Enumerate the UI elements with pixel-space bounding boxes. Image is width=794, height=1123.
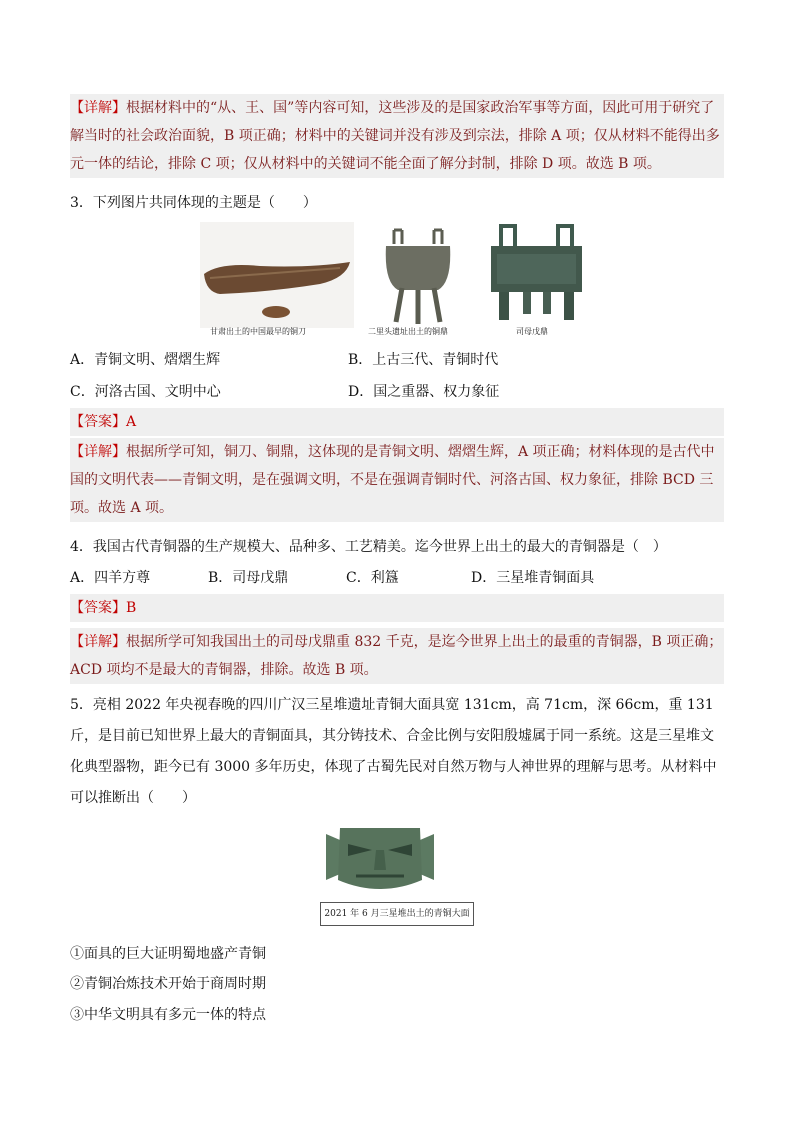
q4-detail-tag: 【详解】 [70,634,126,650]
q4-answer [70,594,724,622]
q2-detail-text: 根据材料中的“从、王、国”等内容可知，这些涉及的是国家政治军事等方面，因此可用于研究了解当时的社会政治面貌，B 项正确；材料中的关键词并没有涉及到宗法，排除 A 项；仅从材料不能得出多元一体的结论，排除 C 项；仅从材料中的关键词不能全面了解分封制，排除 D 项。故选 B 项。 [70,100,720,172]
q3-stem: 3．下列图片共同体现的主题是（ ） [70,195,317,211]
q5-statement-2: ②青铜冶炼技术开始于商周时期 [70,976,266,992]
q3-answer-tag: 【答案】 [70,414,126,430]
q3-detail [70,438,724,522]
q3-caption-3: 司母戊鼎 [516,327,548,336]
q2-detail-tag: 【详解】 [70,100,126,116]
q3-answer [70,408,724,436]
q5-stem: 5．亮相 2022 年央视春晚的四川广汉三星堆遗址青铜大面具宽 131cm，高 71cm，深 66cm，重 131 斤，是目前已知世界上最大的青铜面具，其分铸技术、合金比例与安阳殷墟属于同一系统。这是三星堆文化典型器物，距今已有 3000 多年历史，体现了古蜀先民对自然万物与人神世界的理解与思考。从材料中可以推断出（ ） [70,697,717,806]
simuwu-ding-icon [479,222,594,328]
q5-statement-1: ①面具的巨大证明蜀地盛产青铜 [70,946,266,962]
q4-option-d: D．三星堆青铜面具 [471,570,595,586]
q3-detail-tag: 【详解】 [70,444,126,460]
q4-answer-value: B [126,600,137,616]
q3-image-ding-1 [372,222,464,328]
q3-option-c: C．河洛古国、文明中心 [70,384,221,400]
q4-detail [70,628,724,684]
q4-option-b: B．司母戊鼎 [208,570,289,586]
q3-image-ding-2 [479,222,594,328]
q3-option-a: A．青铜文明、熠熠生辉 [70,352,221,368]
q3-answer-value: A [126,414,137,430]
q3-caption-1: 甘肃出土的中国最早的铜刀 [210,327,306,336]
q2-detail [70,94,724,178]
q4-answer-tag: 【答案】 [70,600,126,616]
q5-caption: 2021 年 6 月三星堆出土的青铜大面 [320,902,474,926]
q5-image-mask [318,820,442,898]
bronze-ding-icon [372,222,464,328]
q3-option-b: B．上古三代、青铜时代 [348,352,499,368]
bronze-knife-icon [200,222,354,328]
q4-option-c: C．利簋 [346,570,399,586]
q3-image-knife [200,222,354,328]
q4-option-a: A．四羊方尊 [70,570,151,586]
q5-statement-3: ③中华文明具有多元一体的特点 [70,1007,266,1023]
bronze-mask-icon [318,820,442,898]
q4-stem: 4．我国古代青铜器的生产规模大、品种多、工艺精美。迄今世界上出土的最大的青铜器是（ ） [70,539,667,555]
q3-caption-2: 二里头遗址出土的铜鼎 [368,327,448,336]
q3-detail-text: 根据所学可知，铜刀、铜鼎，这体现的是青铜文明、熠熠生辉，A 项正确；材料体现的是古代中国的文明代表——青铜文明，是在强调文明，不是在强调青铜时代、河洛古国、权力象征，排除 BCD 三项。故选 A 项。 [70,444,715,516]
q4-detail-text: 根据所学可知我国出土的司母戊鼎重 832 千克，是迄今世界上出土的最重的青铜器，B 项正确；ACD 项均不是最大的青铜器，排除。故选 B 项。 [70,634,723,678]
q3-option-d: D．国之重器、权力象征 [348,384,500,400]
